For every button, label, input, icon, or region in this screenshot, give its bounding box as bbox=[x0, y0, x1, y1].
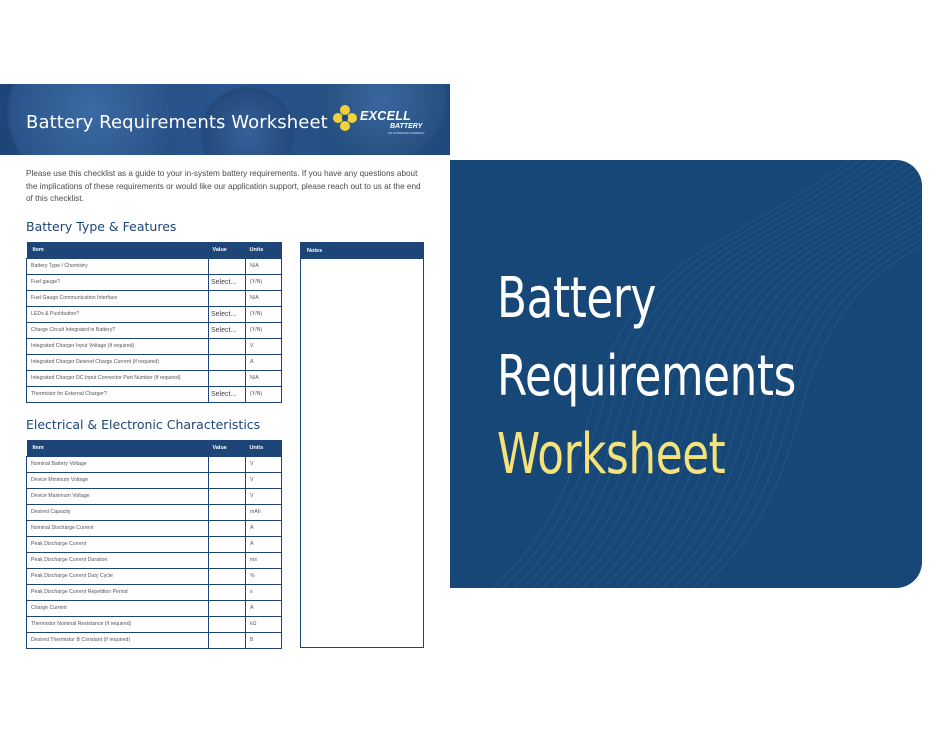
value-field[interactable] bbox=[209, 536, 246, 552]
worksheet-banner bbox=[0, 84, 450, 155]
table-row bbox=[27, 600, 282, 616]
table-row bbox=[27, 306, 282, 322]
value-field[interactable] bbox=[209, 616, 246, 632]
item-cell: Device Maximum Voltage bbox=[27, 488, 209, 504]
unit-cell: kΩ bbox=[246, 616, 282, 632]
value-field[interactable] bbox=[209, 488, 246, 504]
column-header: Units bbox=[246, 440, 282, 456]
table-row bbox=[27, 354, 282, 370]
item-cell: LEDs & Pushbutton? bbox=[27, 306, 209, 322]
item-cell: Peak Discharge Current Repetition Period bbox=[27, 584, 209, 600]
item-cell: Thermistor Nominal Resistance (if required) bbox=[27, 616, 209, 632]
table-row bbox=[27, 488, 282, 504]
unit-cell: (Y/N) bbox=[246, 386, 282, 402]
intro-text: Please use this checklist as a guide to your in-system battery requirements. If you have any questions about the implications of these requirements or would like our application support, please reach out to us at the end of this checklist. bbox=[26, 169, 421, 203]
item-cell: Charge Current bbox=[27, 600, 209, 616]
item-cell: Nominal Battery Voltage bbox=[27, 456, 209, 472]
table-row bbox=[27, 568, 282, 584]
cover-title-line1: Battery bbox=[497, 266, 656, 331]
logo-sub: BATTERY bbox=[390, 123, 423, 130]
value-field[interactable] bbox=[209, 552, 246, 568]
cover-panel bbox=[450, 160, 922, 588]
notes-box[interactable] bbox=[300, 242, 424, 648]
column-header: Units bbox=[246, 242, 282, 258]
value-field[interactable] bbox=[209, 456, 246, 472]
unit-cell: N/A bbox=[246, 258, 282, 274]
unit-cell: (Y/N) bbox=[246, 322, 282, 338]
unit-cell: A bbox=[246, 354, 282, 370]
value-field[interactable] bbox=[209, 632, 246, 648]
section-heading-electrical: Electrical & Electronic Characteristics bbox=[26, 417, 261, 432]
value-field[interactable] bbox=[209, 584, 246, 600]
table-row bbox=[27, 536, 282, 552]
item-cell: Battery Type / Chemistry bbox=[27, 258, 209, 274]
column-header: Value bbox=[209, 242, 246, 258]
worksheet-banner-title: Battery Requirements Worksheet bbox=[26, 112, 328, 133]
item-cell: Peak Discharge Current Duty Cycle bbox=[27, 568, 209, 584]
unit-cell: s bbox=[246, 584, 282, 600]
value-field[interactable] bbox=[209, 568, 246, 584]
logo-tagline: AN ULTRALIFE COMPANY bbox=[388, 131, 425, 135]
value-field[interactable]: Select... bbox=[209, 386, 246, 402]
item-cell: Desired Thermistor B Constant (if required) bbox=[27, 632, 209, 648]
value-field[interactable]: Select... bbox=[209, 322, 246, 338]
value-field[interactable]: Select... bbox=[209, 306, 246, 322]
unit-cell: V bbox=[246, 488, 282, 504]
item-cell: Nominal Discharge Current bbox=[27, 520, 209, 536]
item-cell: Peak Discharge Current bbox=[27, 536, 209, 552]
unit-cell: % bbox=[246, 568, 282, 584]
excell-battery-logo bbox=[332, 104, 427, 138]
table-row bbox=[27, 386, 282, 402]
item-cell: Peak Discharge Current Duration bbox=[27, 552, 209, 568]
table-row bbox=[27, 456, 282, 472]
unit-cell: V bbox=[246, 456, 282, 472]
column-header: Value bbox=[209, 440, 246, 456]
table-row bbox=[27, 290, 282, 306]
battery-type-table bbox=[26, 242, 282, 403]
cover-title bbox=[497, 260, 825, 494]
table-row bbox=[27, 616, 282, 632]
table-row bbox=[27, 520, 282, 536]
notes-header: Notes bbox=[301, 243, 423, 259]
unit-cell: N/A bbox=[246, 370, 282, 386]
table-row bbox=[27, 472, 282, 488]
excell-logo-mark-icon bbox=[332, 104, 358, 132]
unit-cell: A bbox=[246, 536, 282, 552]
value-field[interactable] bbox=[209, 354, 246, 370]
column-header: Item bbox=[27, 242, 209, 258]
table-header-row bbox=[27, 242, 282, 258]
value-field[interactable] bbox=[209, 290, 246, 306]
table-header-row bbox=[27, 440, 282, 456]
item-cell: Charge Circuit Integrated in Battery? bbox=[27, 322, 209, 338]
item-cell: Desired Capacity bbox=[27, 504, 209, 520]
worksheet-page bbox=[0, 84, 450, 684]
value-field[interactable]: Select... bbox=[209, 274, 246, 290]
value-field[interactable] bbox=[209, 600, 246, 616]
item-cell: Integrated Charger Desired Charge Current (if required) bbox=[27, 354, 209, 370]
cover-title-line3: Worksheet bbox=[497, 422, 726, 487]
column-header: Item bbox=[27, 440, 209, 456]
table-row bbox=[27, 338, 282, 354]
table-row bbox=[27, 552, 282, 568]
table-row bbox=[27, 322, 282, 338]
unit-cell: N/A bbox=[246, 290, 282, 306]
unit-cell: B bbox=[246, 632, 282, 648]
unit-cell: (Y/N) bbox=[246, 306, 282, 322]
cover-title-line2: Requirements bbox=[497, 344, 796, 409]
table-row bbox=[27, 258, 282, 274]
value-field[interactable] bbox=[209, 472, 246, 488]
table-row bbox=[27, 504, 282, 520]
unit-cell: ms bbox=[246, 552, 282, 568]
logo-name: EXCELL bbox=[360, 109, 412, 123]
value-field[interactable] bbox=[209, 504, 246, 520]
electrical-table bbox=[26, 440, 282, 649]
table-row bbox=[27, 274, 282, 290]
item-cell: Device Minimum Voltage bbox=[27, 472, 209, 488]
item-cell: Fuel gauge? bbox=[27, 274, 209, 290]
table-row bbox=[27, 370, 282, 386]
value-field[interactable] bbox=[209, 338, 246, 354]
item-cell: Thermistor for External Charger? bbox=[27, 386, 209, 402]
item-cell: Integrated Charger DC Input Connector Part Number (if required) bbox=[27, 370, 209, 386]
table-row bbox=[27, 584, 282, 600]
item-cell: Fuel Gauge Communication Interface bbox=[27, 290, 209, 306]
unit-cell: (Y/N) bbox=[246, 274, 282, 290]
unit-cell: A bbox=[246, 520, 282, 536]
unit-cell: V bbox=[246, 472, 282, 488]
unit-cell: V bbox=[246, 338, 282, 354]
value-field[interactable] bbox=[209, 370, 246, 386]
value-field[interactable] bbox=[209, 520, 246, 536]
value-field[interactable] bbox=[209, 258, 246, 274]
unit-cell: A bbox=[246, 600, 282, 616]
section-heading-battery-type: Battery Type & Features bbox=[26, 219, 177, 234]
unit-cell: mAh bbox=[246, 504, 282, 520]
item-cell: Integrated Charger Input Voltage (if required) bbox=[27, 338, 209, 354]
table-row bbox=[27, 632, 282, 648]
